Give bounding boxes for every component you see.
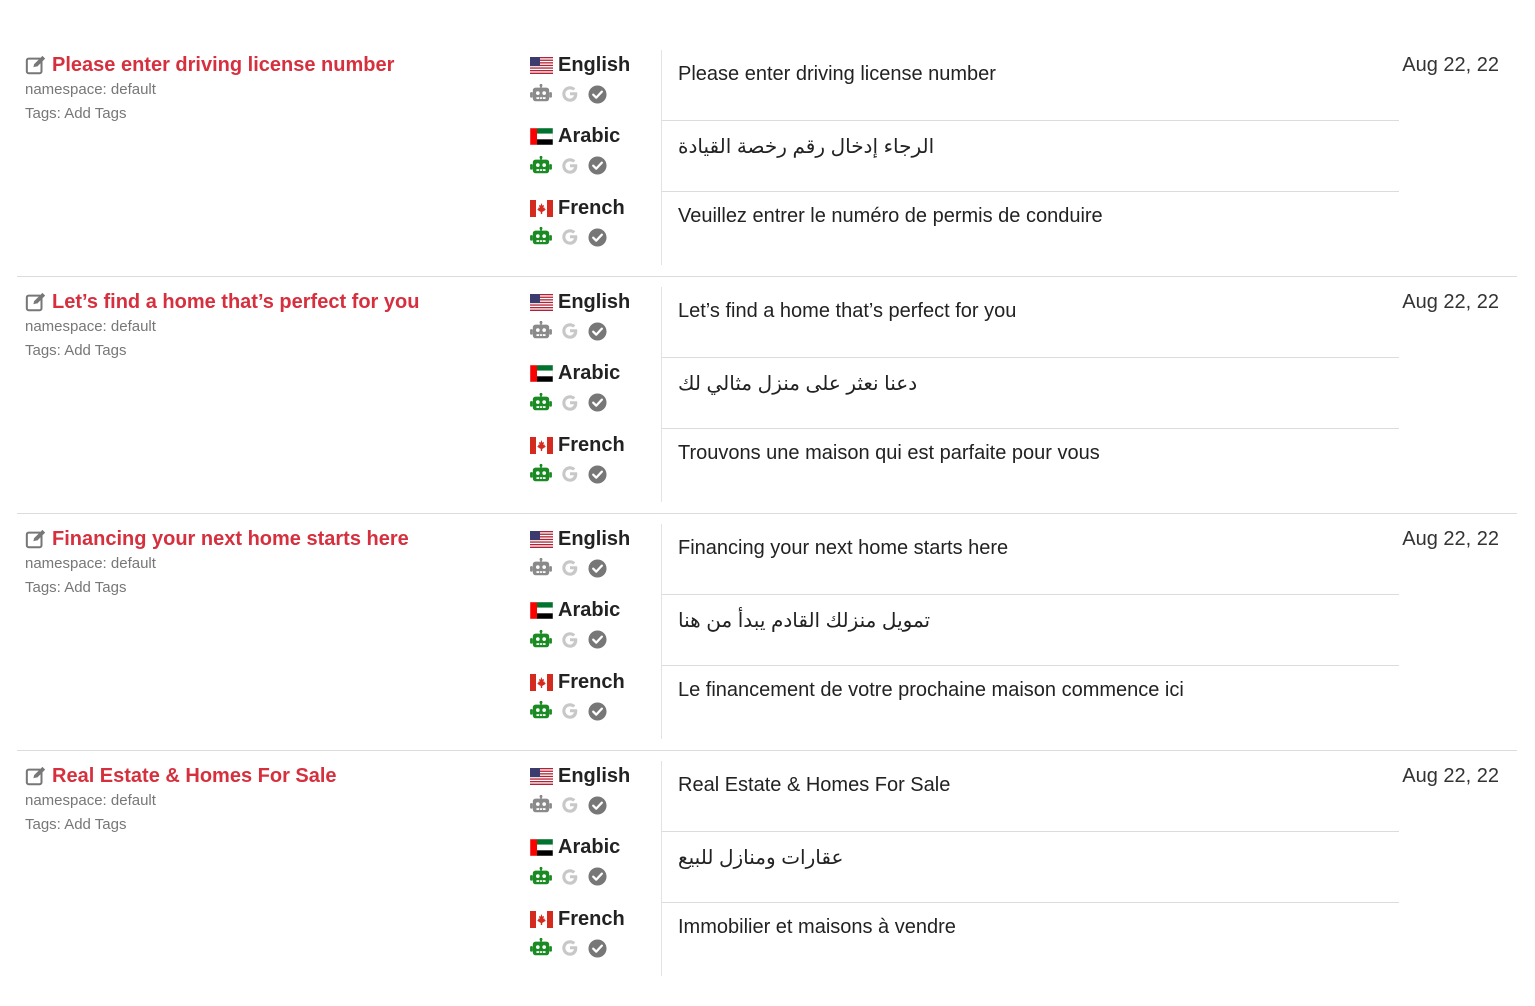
language-block bbox=[530, 835, 655, 907]
key-column bbox=[25, 289, 515, 363]
us-flag-icon bbox=[530, 294, 558, 311]
robot-icon[interactable] bbox=[530, 630, 560, 650]
add-tags-link[interactable]: Add Tags bbox=[64, 816, 127, 833]
google-translate-icon[interactable] bbox=[560, 156, 588, 176]
translation-cell[interactable] bbox=[662, 761, 1399, 832]
check-circle-icon[interactable] bbox=[588, 939, 615, 958]
translation-cell[interactable] bbox=[662, 666, 1399, 737]
google-translate-icon[interactable] bbox=[560, 795, 588, 815]
translation-text: Please enter driving license number bbox=[678, 63, 996, 85]
translation-text: تمويل منزلك القادم يبدأ من هنا bbox=[678, 610, 931, 632]
language-header bbox=[530, 289, 655, 315]
language-block bbox=[530, 124, 655, 196]
language-name: Arabic bbox=[558, 125, 621, 147]
language-column bbox=[530, 763, 655, 978]
google-translate-icon[interactable] bbox=[560, 558, 588, 578]
translation-cell[interactable] bbox=[662, 287, 1399, 358]
namespace-label: namespace: default bbox=[25, 555, 156, 572]
updated-date: Aug 22, 22 bbox=[1402, 54, 1499, 76]
check-circle-icon[interactable] bbox=[588, 322, 615, 341]
robot-icon[interactable] bbox=[530, 227, 560, 247]
add-tags-link[interactable]: Add Tags bbox=[64, 342, 127, 359]
uae-flag-icon bbox=[530, 602, 558, 619]
updated-date: Aug 22, 22 bbox=[1402, 765, 1499, 787]
key-title-text: Financing your next home starts here bbox=[52, 528, 409, 550]
robot-icon[interactable] bbox=[530, 321, 560, 341]
check-circle-icon[interactable] bbox=[588, 465, 615, 484]
robot-icon[interactable] bbox=[530, 558, 560, 578]
us-flag-icon bbox=[530, 531, 558, 548]
updated-date: Aug 22, 22 bbox=[1402, 291, 1499, 313]
translations-column bbox=[661, 524, 1399, 739]
robot-icon[interactable] bbox=[530, 867, 560, 887]
language-header bbox=[530, 669, 655, 695]
translation-status-icons bbox=[530, 630, 655, 650]
robot-icon[interactable] bbox=[530, 393, 560, 413]
language-block bbox=[530, 906, 655, 978]
language-name: Arabic bbox=[558, 836, 621, 858]
uae-flag-icon bbox=[530, 128, 558, 145]
check-circle-icon[interactable] bbox=[588, 228, 615, 247]
key-column bbox=[25, 526, 515, 600]
language-block bbox=[530, 669, 655, 741]
google-translate-icon[interactable] bbox=[560, 701, 588, 721]
language-column bbox=[530, 52, 655, 267]
translation-entry bbox=[17, 277, 1517, 514]
google-translate-icon[interactable] bbox=[560, 227, 588, 247]
key-column bbox=[25, 763, 515, 837]
translation-cell[interactable] bbox=[662, 429, 1399, 500]
google-translate-icon[interactable] bbox=[560, 938, 588, 958]
translation-status-icons bbox=[530, 227, 655, 247]
updated-date: Aug 22, 22 bbox=[1402, 528, 1499, 550]
namespace-label: namespace: default bbox=[25, 792, 156, 809]
language-header bbox=[530, 763, 655, 789]
key-title-link[interactable] bbox=[25, 763, 515, 789]
language-block bbox=[530, 763, 655, 835]
add-tags-link[interactable]: Add Tags bbox=[64, 105, 127, 122]
check-circle-icon[interactable] bbox=[588, 702, 615, 721]
translation-entry bbox=[17, 514, 1517, 751]
google-translate-icon[interactable] bbox=[560, 321, 588, 341]
translation-text: Veuillez entrer le numéro de permis de conduire bbox=[678, 205, 1103, 227]
tags-line bbox=[25, 102, 515, 126]
tags-line bbox=[25, 339, 515, 363]
translations-column bbox=[661, 287, 1399, 502]
google-translate-icon[interactable] bbox=[560, 630, 588, 650]
check-circle-icon[interactable] bbox=[588, 156, 615, 175]
key-title-text: Let’s find a home that’s perfect for you bbox=[52, 291, 420, 313]
translation-text: Immobilier et maisons à vendre bbox=[678, 916, 956, 938]
check-circle-icon[interactable] bbox=[588, 393, 615, 412]
language-block bbox=[530, 598, 655, 670]
translation-cell[interactable] bbox=[662, 595, 1399, 666]
language-name: English bbox=[558, 527, 631, 550]
key-column bbox=[25, 52, 515, 126]
language-name: English bbox=[558, 290, 631, 313]
translation-text: Financing your next home starts here bbox=[678, 537, 1009, 559]
translations-column bbox=[661, 50, 1399, 265]
google-translate-icon[interactable] bbox=[560, 464, 588, 484]
key-title-text: Please enter driving license number bbox=[52, 54, 395, 76]
edit-icon[interactable] bbox=[25, 528, 52, 550]
uae-flag-icon bbox=[530, 839, 558, 856]
translation-text: Real Estate & Homes For Sale bbox=[678, 774, 951, 796]
language-block bbox=[530, 432, 655, 504]
robot-icon[interactable] bbox=[530, 701, 560, 721]
translation-status-icons bbox=[530, 156, 655, 176]
language-name: French bbox=[558, 196, 625, 219]
us-flag-icon bbox=[530, 57, 558, 74]
translation-text: دعنا نعثر على منزل مثالي لك bbox=[678, 373, 918, 395]
language-name: English bbox=[558, 53, 631, 76]
translation-status-icons bbox=[530, 795, 655, 815]
robot-icon[interactable] bbox=[530, 464, 560, 484]
uae-flag-icon bbox=[530, 365, 558, 382]
canada-flag-icon bbox=[530, 200, 558, 217]
google-translate-icon[interactable] bbox=[560, 393, 588, 413]
canada-flag-icon bbox=[530, 437, 558, 454]
translation-cell[interactable] bbox=[662, 524, 1399, 595]
namespace-label: namespace: default bbox=[25, 81, 156, 98]
translation-text: عقارات ومنازل للبيع bbox=[678, 847, 844, 869]
check-circle-icon[interactable] bbox=[588, 867, 615, 886]
language-header bbox=[530, 598, 655, 624]
check-circle-icon[interactable] bbox=[588, 796, 615, 815]
check-circle-icon[interactable] bbox=[588, 559, 615, 578]
translation-cell[interactable] bbox=[662, 832, 1399, 903]
translations-column bbox=[661, 761, 1399, 976]
language-header bbox=[530, 906, 655, 932]
tags-label: Tags: bbox=[25, 816, 61, 833]
language-block bbox=[530, 195, 655, 267]
translation-cell[interactable] bbox=[662, 50, 1399, 121]
add-tags-link[interactable]: Add Tags bbox=[64, 579, 127, 596]
language-column bbox=[530, 526, 655, 741]
key-title-link[interactable] bbox=[25, 526, 515, 552]
translation-list bbox=[17, 40, 1517, 987]
tags-label: Tags: bbox=[25, 105, 61, 122]
language-column bbox=[530, 289, 655, 504]
language-header bbox=[530, 526, 655, 552]
language-block bbox=[530, 289, 655, 361]
language-header bbox=[530, 195, 655, 221]
language-block bbox=[530, 52, 655, 124]
translation-status-icons bbox=[530, 393, 655, 413]
translation-cell[interactable] bbox=[662, 358, 1399, 429]
tags-line bbox=[25, 576, 515, 600]
language-name: English bbox=[558, 764, 631, 787]
translation-text: الرجاء إدخال رقم رخصة القيادة bbox=[678, 136, 935, 158]
canada-flag-icon bbox=[530, 911, 558, 928]
language-block bbox=[530, 361, 655, 433]
translation-cell[interactable] bbox=[662, 121, 1399, 192]
language-header bbox=[530, 432, 655, 458]
language-header bbox=[530, 124, 655, 150]
tags-line bbox=[25, 813, 515, 837]
translation-cell[interactable] bbox=[662, 903, 1399, 974]
tags-label: Tags: bbox=[25, 579, 61, 596]
edit-icon[interactable] bbox=[25, 765, 52, 787]
language-header bbox=[530, 52, 655, 78]
key-title-link[interactable] bbox=[25, 52, 515, 78]
robot-icon[interactable] bbox=[530, 156, 560, 176]
translation-text: Let’s find a home that’s perfect for you bbox=[678, 300, 1017, 322]
language-name: French bbox=[558, 670, 625, 693]
google-translate-icon[interactable] bbox=[560, 867, 588, 887]
tags-label: Tags: bbox=[25, 342, 61, 359]
language-name: French bbox=[558, 433, 625, 456]
namespace-label: namespace: default bbox=[25, 318, 156, 335]
translation-cell[interactable] bbox=[662, 192, 1399, 263]
robot-icon[interactable] bbox=[530, 84, 560, 104]
edit-icon[interactable] bbox=[25, 54, 52, 76]
canada-flag-icon bbox=[530, 674, 558, 691]
translation-status-icons bbox=[530, 321, 655, 341]
translation-text: Le financement de votre prochaine maison commence ici bbox=[678, 679, 1184, 701]
translation-status-icons bbox=[530, 84, 655, 104]
language-name: French bbox=[558, 907, 625, 930]
language-name: Arabic bbox=[558, 599, 621, 621]
language-header bbox=[530, 835, 655, 861]
robot-icon[interactable] bbox=[530, 795, 560, 815]
us-flag-icon bbox=[530, 768, 558, 785]
key-title-link[interactable] bbox=[25, 289, 515, 315]
translation-entry bbox=[17, 751, 1517, 987]
translation-status-icons bbox=[530, 558, 655, 578]
google-translate-icon[interactable] bbox=[560, 84, 588, 104]
translation-status-icons bbox=[530, 867, 655, 887]
translation-status-icons bbox=[530, 464, 655, 484]
language-block bbox=[530, 526, 655, 598]
translation-status-icons bbox=[530, 938, 655, 958]
translation-text: Trouvons une maison qui est parfaite pour vous bbox=[678, 442, 1100, 464]
check-circle-icon[interactable] bbox=[588, 85, 615, 104]
language-name: Arabic bbox=[558, 362, 621, 384]
translation-entry bbox=[17, 40, 1517, 277]
translation-status-icons bbox=[530, 701, 655, 721]
key-title-text: Real Estate & Homes For Sale bbox=[52, 765, 337, 787]
edit-icon[interactable] bbox=[25, 291, 52, 313]
check-circle-icon[interactable] bbox=[588, 630, 615, 649]
language-header bbox=[530, 361, 655, 387]
robot-icon[interactable] bbox=[530, 938, 560, 958]
